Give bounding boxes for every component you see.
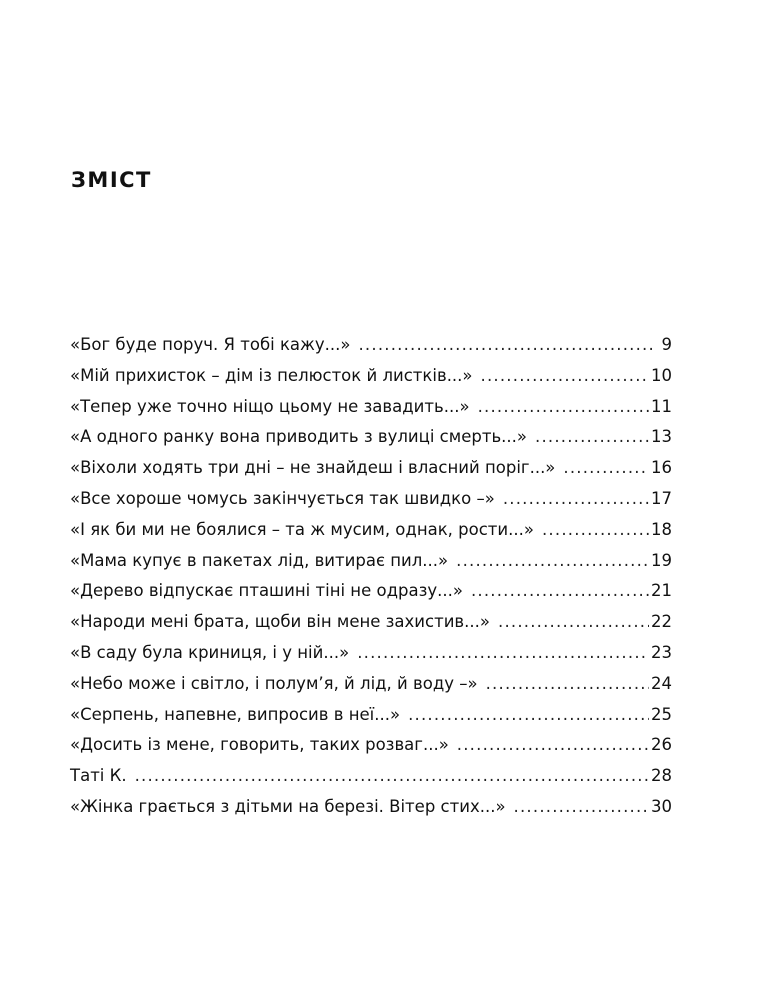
toc-entry-title: «Тепер уже точно ніщо цьому не завадить...» [70,396,470,416]
dot-leader [563,453,649,484]
dot-leader [481,361,649,392]
toc-entry-title: «В саду була криниця, і у ній...» [70,642,350,662]
toc-entry [70,700,672,731]
toc-entry [70,761,672,792]
toc-entry-page-number: 23 [651,642,672,662]
toc-entry-title: «Досить із мене, говорить, таких розваг...» [70,735,449,755]
toc-entry [70,546,672,577]
toc-entry-page-number: 22 [651,612,672,632]
toc-entry-title: «Мама купує в пакетах лід, витирає пил...» [70,550,449,570]
toc-entry-title: «Народи мені брата, щоби він мене захистив...» [70,612,490,632]
dot-leader [478,392,649,423]
toc-entry-page-number: 16 [651,458,672,478]
toc-entry [70,484,672,515]
dot-leader [503,484,649,515]
toc-entry-page-number: 18 [651,519,672,539]
toc-entry-title: «Віхоли ходять три дні – не знайдеш і власний поріг...» [70,458,556,478]
toc-entry-title: «І як би ми не боялися – та ж мусим, однак, рости...» [70,519,534,539]
table-of-contents [70,330,672,823]
page-title: ЗМІСТ [71,168,152,192]
dot-leader [408,700,649,731]
toc-entry-page-number: 26 [651,735,672,755]
toc-entry-title: «Небо може і світло, і полум’я, й лід, й воду –» [70,673,478,693]
toc-entry [70,730,672,761]
toc-entry-title: «Мій прихисток – дім із пелюсток й листків...» [70,365,473,385]
toc-entry-title: Таті К. [70,766,127,786]
toc-entry [70,515,672,546]
toc-entry-title: «Серпень, напевне, випросив в неї...» [70,704,401,724]
toc-entry-page-number: 21 [651,581,672,601]
dot-leader [457,730,649,761]
toc-entry [70,607,672,638]
toc-entry [70,638,672,669]
dot-leader [486,669,649,700]
dot-leader [514,792,649,823]
toc-entry-page-number: 10 [651,365,672,385]
toc-entry-page-number: 30 [651,796,672,816]
toc-entry-page-number: 13 [651,427,672,447]
toc-entry-page-number: 17 [651,488,672,508]
toc-entry [70,453,672,484]
toc-entry-title: «Все хороше чомусь закінчується так швидко –» [70,488,495,508]
dot-leader [135,761,649,792]
toc-entry [70,669,672,700]
toc-entry-title: «Бог буде поруч. Я тобі кажу...» [70,335,351,354]
toc-entry [70,792,672,823]
toc-entry-title: «Жінка грається з дітьми на березі. Вітер стих...» [70,796,506,816]
toc-entry-page-number: 24 [651,673,672,693]
toc-entry-page-number: 28 [651,766,672,786]
toc-entry-title: «А одного ранку вона приводить з вулиці смерть...» [70,427,527,447]
toc-entry-title: «Дерево відпускає пташині тіні не одразу...» [70,581,463,601]
toc-entry-page-number: 11 [651,396,672,416]
toc-entry [70,576,672,607]
dot-leader [542,515,649,546]
dot-leader [535,422,649,453]
dot-leader [357,638,649,669]
toc-entry-page-number: 19 [651,550,672,570]
dot-leader [471,576,649,607]
dot-leader [456,546,649,577]
toc-entry [70,392,672,423]
dot-leader [498,607,649,638]
toc-entry [70,330,672,361]
toc-entry [70,361,672,392]
toc-entry-page-number: 9 [661,335,672,354]
dot-leader [358,330,656,361]
toc-entry [70,422,672,453]
toc-entry-page-number: 25 [651,704,672,724]
